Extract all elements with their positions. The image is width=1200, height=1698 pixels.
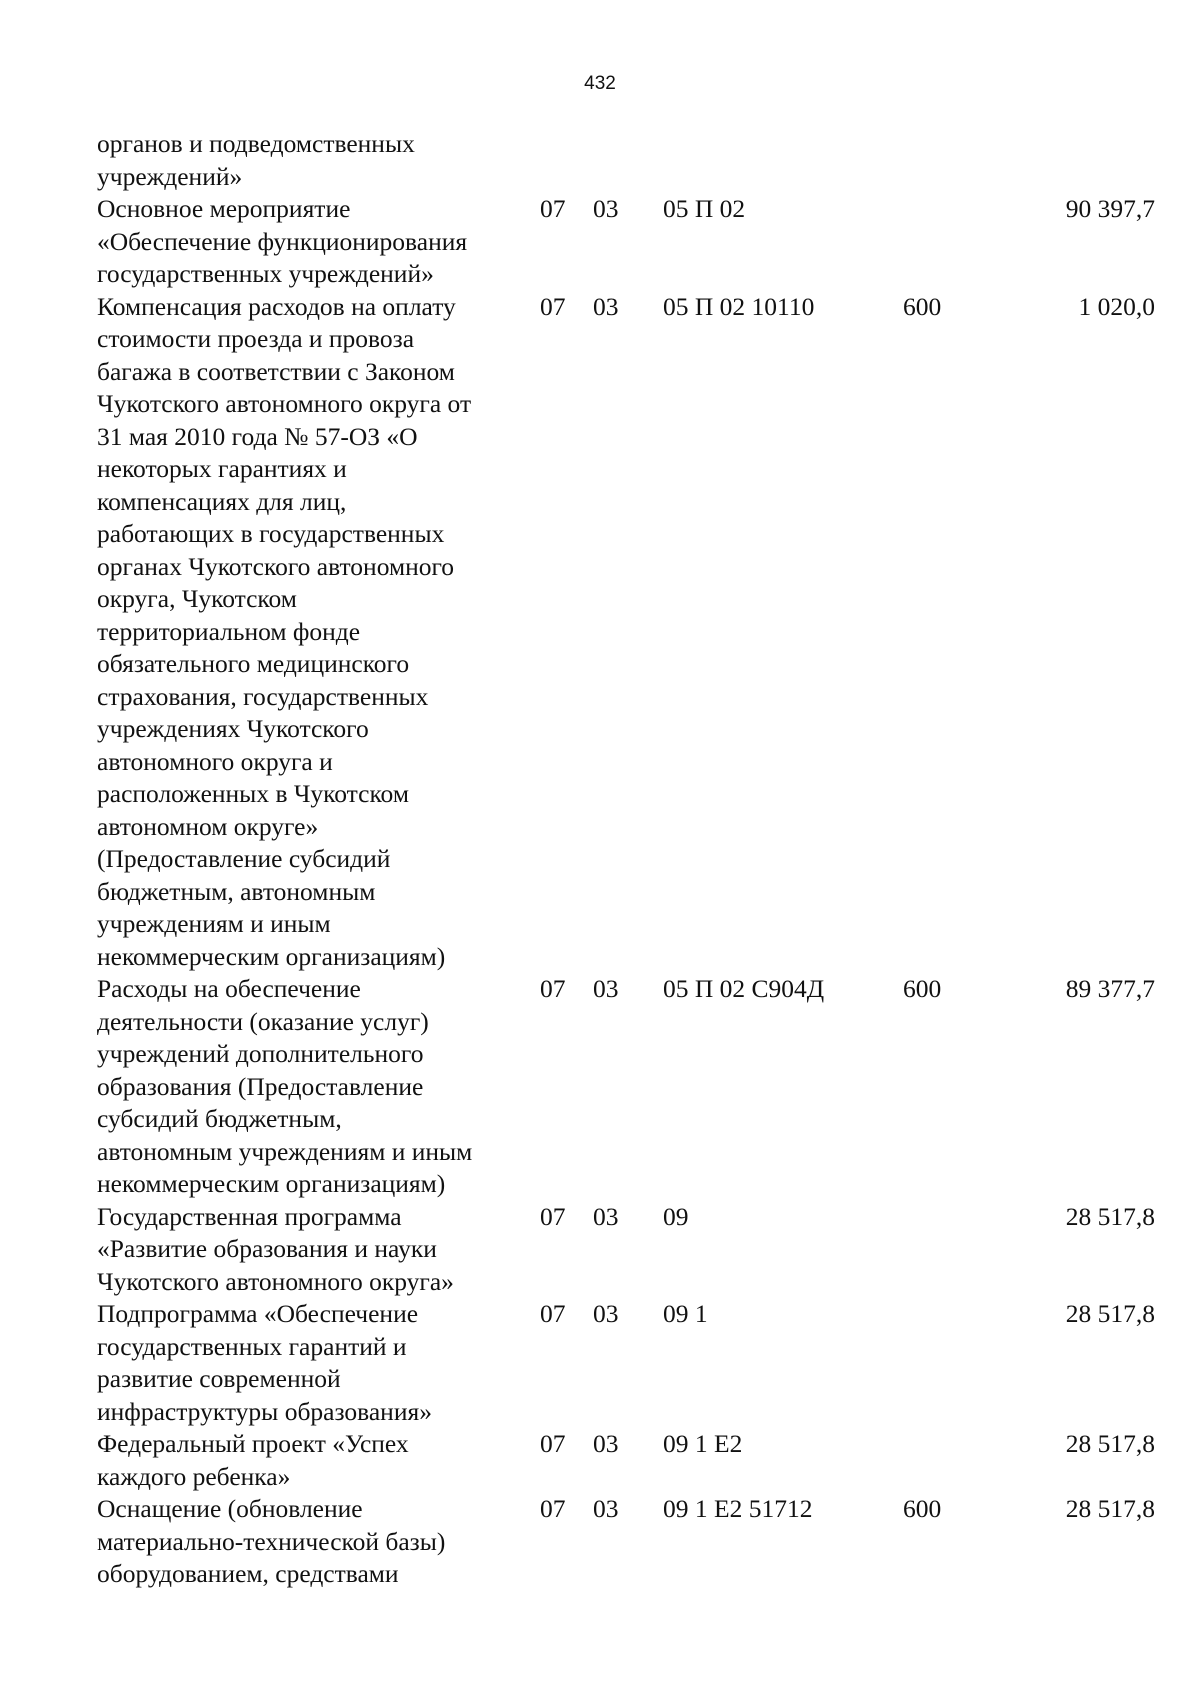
table-row <box>97 973 1155 1201</box>
row-expense-type: 600 <box>903 291 942 321</box>
row-subsection: 03 <box>593 1429 619 1458</box>
row-amount: 90 397,7 <box>1065 194 1155 223</box>
row-amount: 28 517,8 <box>1065 1299 1155 1328</box>
row-section: 07 <box>540 1429 566 1458</box>
table-row <box>97 1428 1155 1493</box>
row-target-article: 09 1 Е2 <box>663 1429 743 1458</box>
row-subsection: 03 <box>593 291 619 321</box>
row-target-article: 05 П 02 С904Д <box>663 974 825 1003</box>
row-name: Подпрограмма «Обеспечение государственных гарантий и развитие современной инфраструктуры образования» <box>97 1299 432 1426</box>
row-expense-type <box>903 1201 973 1299</box>
row-amount: 1 020,0 <box>1078 291 1155 321</box>
table-row <box>97 128 1155 193</box>
row-name: органов и подведомственных учреждений» <box>97 129 415 191</box>
row-name: Федеральный проект «Успех каждого ребенка» <box>97 1429 409 1491</box>
row-expense-type <box>903 1428 973 1493</box>
row-subsection: 03 <box>593 194 619 223</box>
row-name: Расходы на обеспечение деятельности (оказание услуг) учреждений дополнительного образования (Предоставление субсидий бюджетным, автономным учреждениям и иным некоммерческим организациям) <box>97 974 473 1198</box>
row-name: Компенсация расходов на оплату стоимости проезда и провоза багажа в соответствии с Законом Чукотского автономного округа от 31 мая 2010 года № 57-ОЗ «О некоторых гарантиях и компенсациях для лиц, работающих в государственных органах Чукотского автономного округа, Чукотском территориальном фонде обязательного медицинского страхования, государственных учреждениях Чукотского автономного округа и расположенных в Чукотском автономном округе» (Предоставление субсидий бюджетным, автономным учреждениям и иным некоммерческим организациям) <box>97 291 472 971</box>
row-subsection <box>593 128 663 193</box>
row-target-article <box>663 128 903 193</box>
row-section: 07 <box>540 1201 566 1231</box>
budget-table <box>97 128 1155 1591</box>
row-name: Государственная программа «Развитие образования и науки Чукотского автономного округа» <box>97 1201 454 1296</box>
row-expense-type <box>903 1298 973 1428</box>
row-subsection: 03 <box>593 1299 619 1328</box>
table-row <box>97 1298 1155 1428</box>
row-amount: 28 517,8 <box>1065 1429 1155 1458</box>
row-expense-type: 600 <box>903 974 942 1003</box>
page-number: 432 <box>584 73 616 94</box>
row-section: 07 <box>540 1299 566 1328</box>
row-amount: 28 517,8 <box>1065 1494 1155 1523</box>
table-row <box>97 1201 1155 1299</box>
row-section: 07 <box>540 194 566 223</box>
row-subsection: 03 <box>593 974 619 1003</box>
row-name: Основное мероприятие «Обеспечение функционирования государственных учреждений» <box>97 194 468 288</box>
table-row <box>97 193 1155 291</box>
table-row <box>97 1493 1155 1591</box>
row-target-article: 05 П 02 <box>663 194 746 223</box>
row-expense-type <box>903 193 973 291</box>
row-section: 07 <box>540 291 566 321</box>
row-subsection: 03 <box>593 1494 619 1523</box>
row-target-article: 09 1 <box>663 1299 708 1328</box>
row-section: 07 <box>540 974 566 1003</box>
row-section <box>537 128 593 193</box>
row-section: 07 <box>540 1494 566 1523</box>
row-amount <box>973 128 1155 193</box>
row-target-article: 09 <box>663 1201 689 1231</box>
row-expense-type <box>903 128 973 193</box>
table-row <box>97 291 1155 974</box>
row-amount: 89 377,7 <box>1065 974 1155 1003</box>
row-amount: 28 517,8 <box>1065 1201 1155 1231</box>
row-expense-type: 600 <box>903 1494 942 1523</box>
row-target-article: 09 1 Е2 51712 <box>663 1494 813 1523</box>
row-target-article: 05 П 02 10110 <box>663 291 815 321</box>
row-subsection: 03 <box>593 1201 619 1231</box>
row-name: Оснащение (обновление материально-технической базы) оборудованием, средствами <box>97 1494 446 1588</box>
